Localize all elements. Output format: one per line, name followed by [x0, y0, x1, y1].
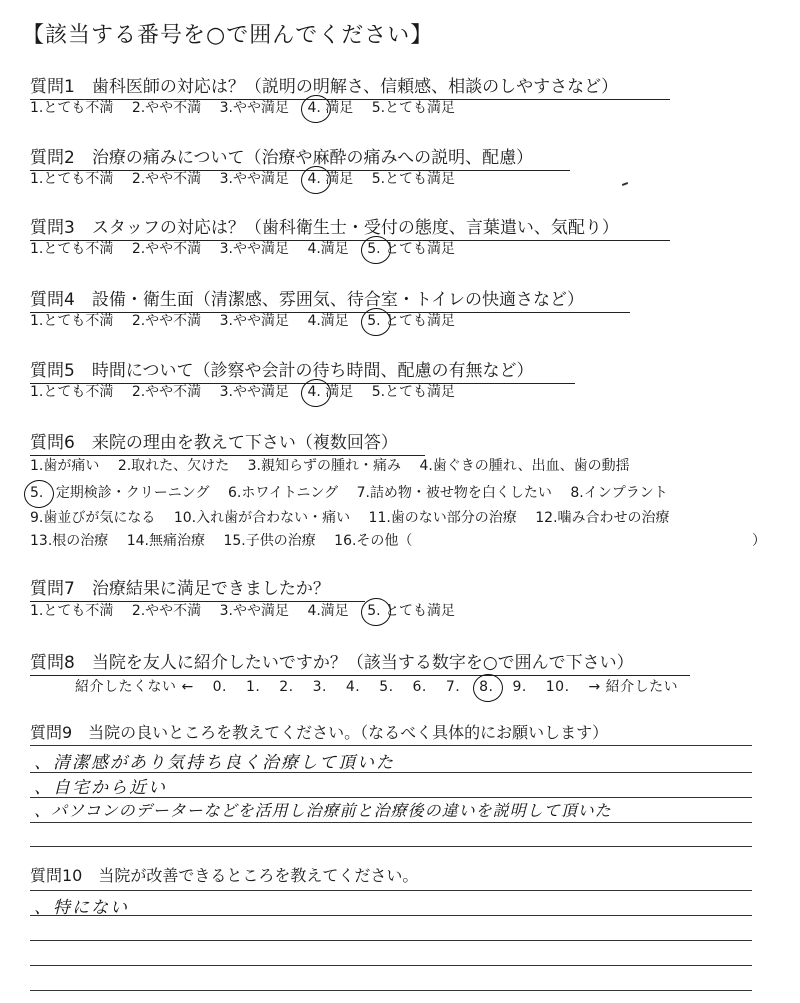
q5-option-4-circled[interactable]: 4. [307, 384, 321, 400]
q7-option-5-circled[interactable]: 5. [367, 603, 381, 619]
question-2-options [30, 168, 469, 188]
question-7-heading: 質問7 治療結果に満足できましたか？ [30, 574, 365, 602]
q10-answer-line-5 [30, 990, 752, 991]
q8-option-0[interactable]: 0. [212, 679, 227, 695]
q10-answer-line-1 [30, 890, 752, 891]
q5-option-1[interactable]: 1.とても不満 [30, 384, 114, 400]
q6-row-2 [30, 482, 682, 502]
q6-option-7[interactable]: 7.詰め物・被せ物を白くしたい [356, 485, 552, 501]
q8-option-8-circled[interactable]: 8. [479, 679, 494, 695]
question-3-heading: 質問3 スタッフの対応は？（歯科衛生士・受付の態度、言葉遣い、気配り） [30, 213, 670, 241]
stray-pen-mark [622, 182, 628, 186]
q7-option-1[interactable]: 1.とても不満 [30, 603, 114, 619]
q1-option-3[interactable]: 3.やや満足 [219, 100, 289, 116]
question-9-heading: 質問9 当院の良いところを教えてください。（なるべく具体的にお願いします） [30, 723, 609, 742]
q8-option-7[interactable]: 7. [445, 679, 461, 695]
q5-option-3[interactable]: 3.やや満足 [219, 384, 289, 400]
q4-option-4[interactable]: 4.満足 [307, 313, 349, 329]
q8-option-1[interactable]: 1. [245, 679, 261, 695]
q6-row-4 [30, 530, 426, 550]
q10-answer-line-4 [30, 965, 752, 966]
q6-row-3 [30, 507, 684, 527]
q10-answer-line-2 [30, 915, 752, 916]
question-5-heading: 質問5 時間について（診察や会計の待ち時間、配慮の有無など） [30, 356, 575, 384]
q7-option-2[interactable]: 2.やや不満 [131, 603, 202, 619]
question-10-heading: 質問10 当院が改善できるところを教えてください。 [30, 866, 419, 885]
q7-option-3[interactable]: 3.やや満足 [219, 603, 289, 619]
q6-option-14[interactable]: 14.無痛治療 [126, 533, 205, 549]
q5-option-5[interactable]: 5.とても満足 [371, 384, 456, 400]
q9-answer-2: 、自宅から近い [34, 778, 167, 798]
q8-option-9[interactable]: 9. [512, 679, 527, 695]
q9-answer-line-4 [30, 822, 752, 823]
page-title: 【該当する番号を○で囲んでください】 [22, 23, 434, 48]
q8-option-6[interactable]: 6. [412, 679, 427, 695]
q6-option-4[interactable]: 4.歯ぐきの腫れ、出血、歯の動揺 [419, 458, 630, 474]
q9-answer-line-1 [30, 745, 752, 746]
q6-option-12[interactable]: 12.噛み合わせの治療 [535, 510, 670, 526]
q3-option-5-circled[interactable]: 5. [367, 241, 381, 257]
q8-option-3[interactable]: 3. [312, 679, 327, 695]
q2-option-4-label: 満足 [325, 171, 354, 187]
q8-left-label: 紹介したくない ← [75, 679, 194, 695]
q8-scale [75, 676, 692, 696]
q6-option-16[interactable]: 16.その他（ [334, 533, 413, 549]
q8-right-label: → 紹介したい [588, 679, 679, 695]
q8-option-5[interactable]: 5. [379, 679, 394, 695]
q7-option-4[interactable]: 4.満足 [307, 603, 349, 619]
q6-option-13[interactable]: 13.根の治療 [30, 533, 109, 549]
question-6-heading: 質問6 来院の理由を教えて下さい（複数回答） [30, 428, 425, 456]
q8-option-4[interactable]: 4. [345, 679, 361, 695]
q6-option-15[interactable]: 15.子供の治療 [223, 533, 316, 549]
q6-option-5-circled[interactable]: 5. [30, 485, 44, 501]
q6-row-1 [30, 455, 644, 475]
question-1-options [30, 97, 469, 117]
question-4-heading: 質問4 設備・衛生面（清潔感、雰囲気、待合室・トイレの快適さなど） [30, 285, 630, 313]
q6-option-8[interactable]: 8.インプラント [570, 485, 668, 501]
q6-option-6[interactable]: 6.ホワイトニング [228, 485, 339, 501]
q9-answer-3: 、パソコンのデーターなどを活用し治療前と治療後の違いを説明して頂いた [34, 801, 612, 820]
q3-option-2[interactable]: 2.やや不満 [131, 241, 202, 257]
question-8-heading: 質問8 当院を友人に紹介したいですか？（該当する数字を○で囲んで下さい） [30, 648, 690, 676]
q4-option-5-circled[interactable]: 5. [367, 313, 381, 329]
question-4-options [30, 310, 469, 330]
q10-answer: 、特にない [34, 898, 129, 918]
q6-option-5-label: 定期検診・クリーニング [55, 485, 210, 501]
q1-option-1[interactable]: 1.とても不満 [30, 100, 114, 116]
q1-option-5[interactable]: 5.とても満足 [371, 100, 456, 116]
q4-option-5-label: とても満足 [385, 313, 456, 329]
question-1-heading: 質問1 歯科医師の対応は？（説明の明解さ、信頼感、相談のしやすさなど） [30, 72, 670, 100]
q3-option-3[interactable]: 3.やや満足 [219, 241, 289, 257]
q1-option-2[interactable]: 2.やや不満 [131, 100, 202, 116]
q2-option-2[interactable]: 2.やや不満 [131, 171, 202, 187]
q6-other-close-paren: ） [752, 533, 766, 549]
q2-option-3[interactable]: 3.やや満足 [219, 171, 289, 187]
q10-answer-line-3 [30, 940, 752, 941]
q2-option-5[interactable]: 5.とても満足 [371, 171, 456, 187]
q9-answer-line-5 [30, 846, 752, 847]
q1-option-4-label: 満足 [325, 100, 354, 116]
q2-option-1[interactable]: 1.とても不満 [30, 171, 114, 187]
q4-option-1[interactable]: 1.とても不満 [30, 313, 114, 329]
q5-option-4-label: 満足 [325, 384, 354, 400]
q9-answer-1: 、清潔感があり気持ち良く治療して頂いた [34, 753, 395, 773]
q6-option-10[interactable]: 10.入れ歯が合わない・痛い [173, 510, 351, 526]
question-2-heading: 質問2 治療の痛みについて（治療や麻酔の痛みへの説明、配慮） [30, 143, 570, 171]
question-5-options [30, 381, 469, 401]
q1-option-4-circled[interactable]: 4. [307, 100, 321, 116]
q6-option-11[interactable]: 11.歯のない部分の治療 [368, 510, 517, 526]
q3-option-1[interactable]: 1.とても不満 [30, 241, 114, 257]
q5-option-2[interactable]: 2.やや不満 [131, 384, 202, 400]
q7-option-5-label: とても満足 [385, 603, 456, 619]
q4-option-3[interactable]: 3.やや満足 [219, 313, 289, 329]
q8-option-10[interactable]: 10. [545, 679, 570, 695]
q2-option-4-circled[interactable]: 4. [307, 171, 321, 187]
q6-option-3[interactable]: 3.親知らずの腫れ・痛み [247, 458, 401, 474]
question-7-options [30, 600, 469, 620]
question-3-options [30, 238, 469, 258]
q6-option-1[interactable]: 1.歯が痛い [30, 458, 100, 474]
q6-option-9[interactable]: 9.歯並びが気になる [30, 510, 156, 526]
q4-option-2[interactable]: 2.やや不満 [131, 313, 202, 329]
q6-option-2[interactable]: 2.取れた、欠けた [117, 458, 230, 474]
q3-option-4[interactable]: 4.満足 [307, 241, 349, 257]
q3-option-5-label: とても満足 [385, 241, 456, 257]
q8-option-2[interactable]: 2. [279, 679, 294, 695]
